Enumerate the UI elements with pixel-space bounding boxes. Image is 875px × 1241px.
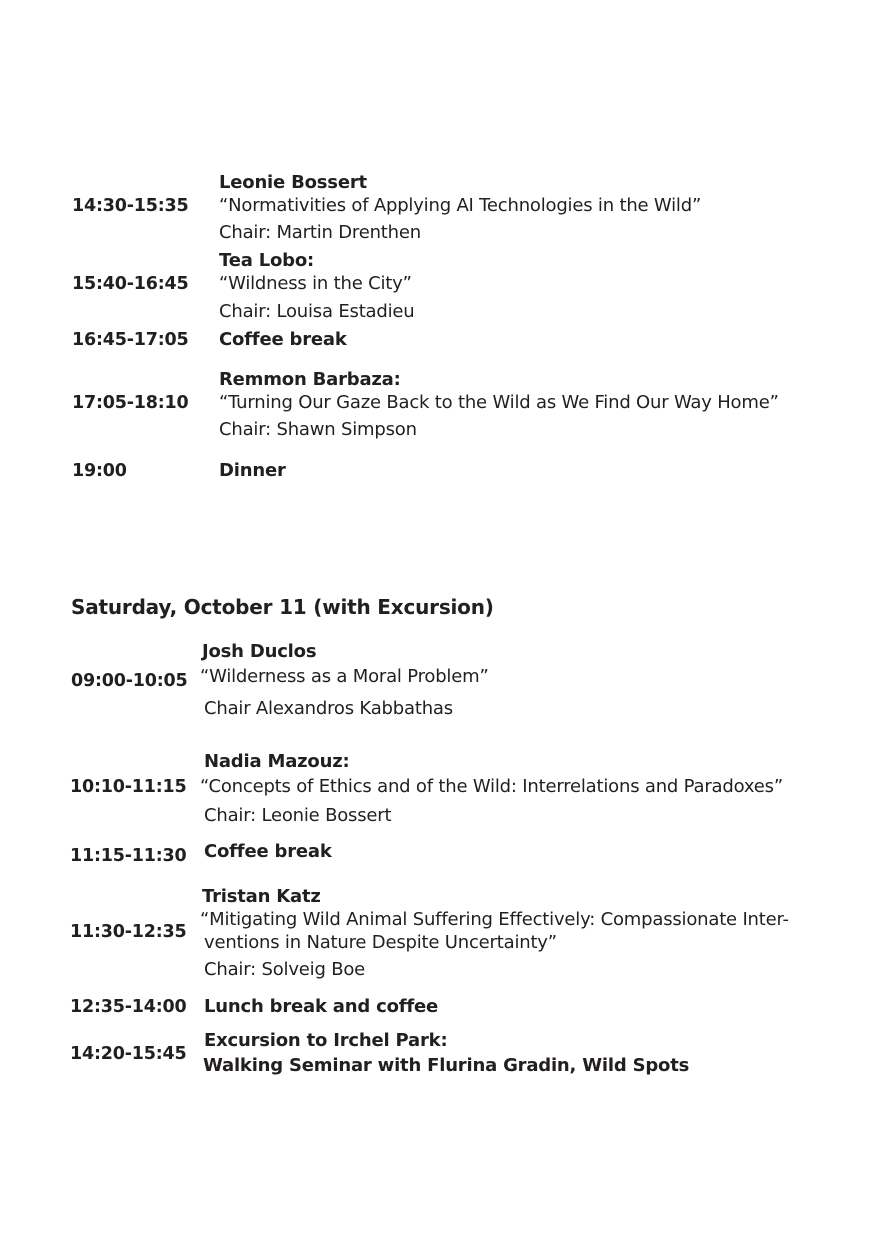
- talk-title: “Normativities of Applying AI Technologies in the Wild”: [219, 195, 702, 216]
- lunch-label: Lunch break and coffee: [204, 996, 439, 1017]
- session-chair: Chair Alexandros Kabbathas: [204, 698, 453, 719]
- session-time: 15:40-16:45: [72, 274, 189, 294]
- talk-title: “Wildness in the City”: [219, 273, 412, 294]
- break-label: Coffee break: [204, 841, 332, 862]
- session-chair: Chair: Solveig Boe: [204, 959, 366, 980]
- session-time: 16:45-17:05: [72, 330, 189, 350]
- speaker-name: Josh Duclos: [202, 641, 317, 662]
- session-time: 19:00: [72, 461, 127, 481]
- speaker-name: Tea Lobo:: [219, 250, 314, 271]
- session-time: 10:10-11:15: [70, 777, 187, 797]
- session-time: 09:00-10:05: [71, 671, 188, 691]
- session-time: 14:30-15:35: [72, 196, 189, 216]
- excursion-label: Excursion to Irchel Park:: [204, 1030, 448, 1051]
- talk-title-line-2: ventions in Nature Despite Uncertainty”: [204, 932, 557, 953]
- speaker-name: Nadia Mazouz:: [204, 751, 350, 772]
- session-time: 11:15-11:30: [70, 846, 187, 866]
- dinner-label: Dinner: [219, 460, 286, 481]
- session-time: 12:35-14:00: [70, 997, 187, 1017]
- session-chair: Chair: Leonie Bossert: [204, 805, 392, 826]
- day-heading: Saturday, October 11 (with Excursion): [71, 595, 494, 619]
- break-label: Coffee break: [219, 329, 347, 350]
- speaker-name: Remmon Barbaza:: [219, 369, 401, 390]
- session-chair: Chair: Martin Drenthen: [219, 222, 421, 243]
- speaker-name: Tristan Katz: [202, 886, 321, 907]
- session-time: 17:05-18:10: [72, 393, 189, 413]
- talk-title: “Concepts of Ethics and of the Wild: Interrelations and Paradoxes”: [200, 776, 783, 797]
- talk-title: “Turning Our Gaze Back to the Wild as We Find Our Way Home”: [219, 392, 779, 413]
- session-time: 11:30-12:35: [70, 922, 187, 942]
- session-chair: Chair: Louisa Estadieu: [219, 301, 415, 322]
- talk-title: “Wilderness as a Moral Problem”: [200, 666, 489, 687]
- speaker-name: Leonie Bossert: [219, 172, 367, 193]
- talk-title-line-1: “Mitigating Wild Animal Suffering Effectively: Compassionate Inter-: [200, 909, 789, 930]
- excursion-detail: Walking Seminar with Flurina Gradin, Wild Spots: [203, 1055, 690, 1076]
- session-time: 14:20-15:45: [70, 1044, 187, 1064]
- session-chair: Chair: Shawn Simpson: [219, 419, 417, 440]
